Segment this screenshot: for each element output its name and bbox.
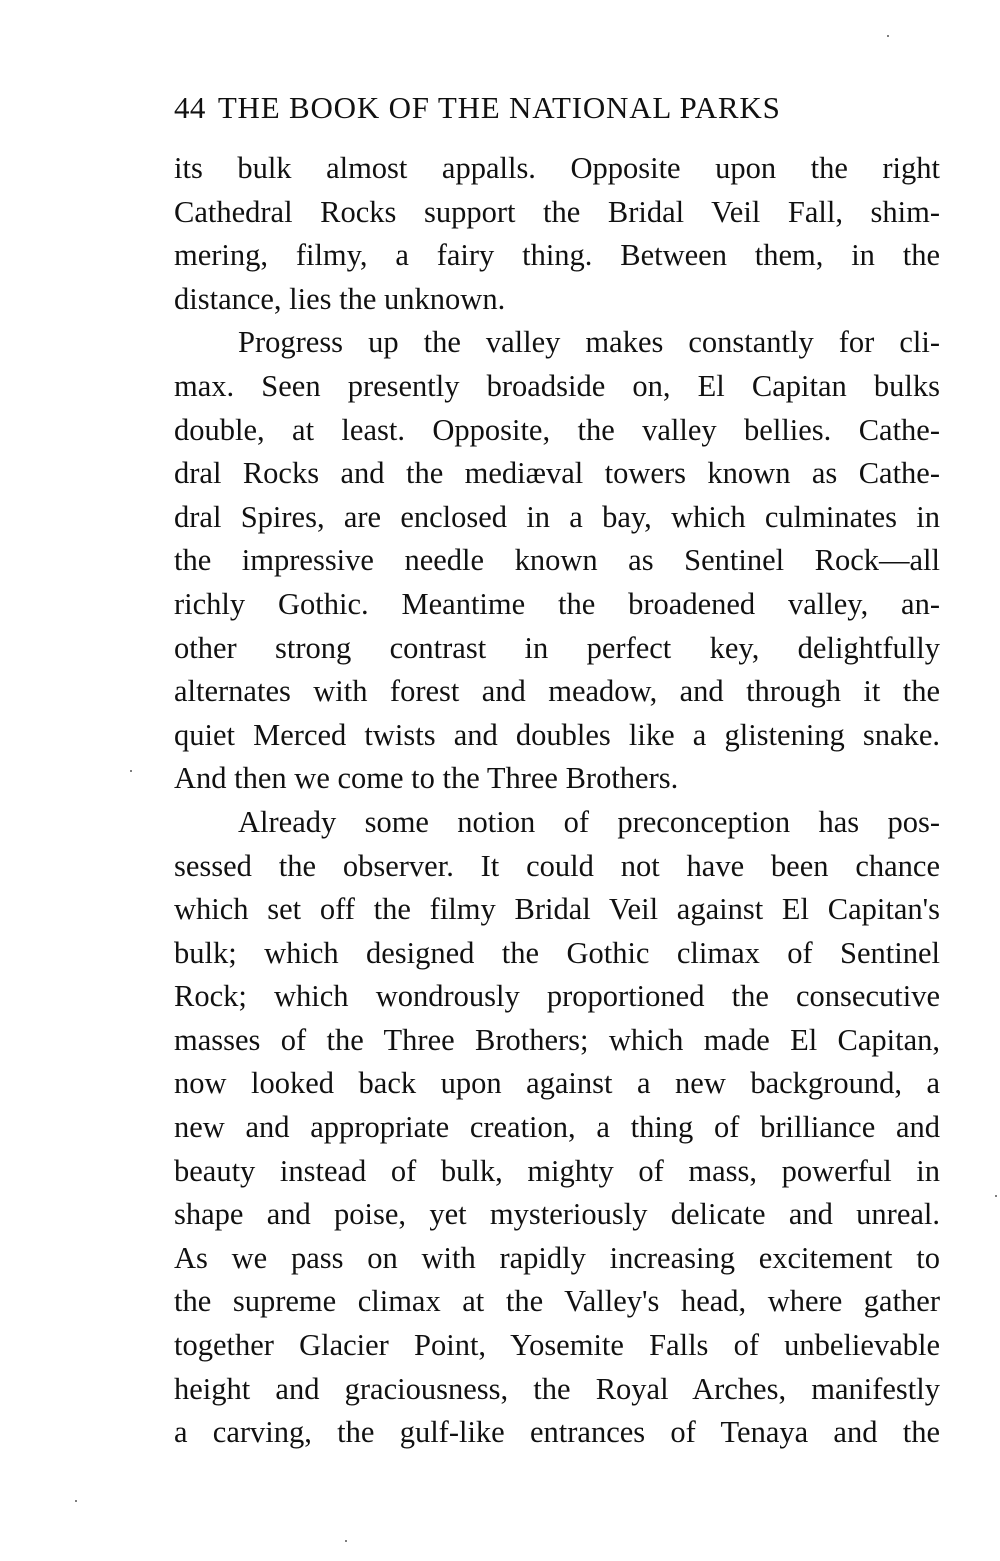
scan-speck: [995, 1195, 997, 1197]
text-line: Progress up the valley makes constantly for cli-: [238, 325, 940, 360]
book-title: THE BOOK OF THE NATIONAL PARKS: [217, 90, 781, 125]
text-line: Cathedral Rocks support the Bridal Veil Fall, shim-: [174, 194, 940, 229]
text-line: bulk; which designed the Gothic climax of Sentinel: [174, 935, 940, 970]
text-line: height and graciousness, the Royal Arches, manifestly: [174, 1371, 940, 1406]
paragraph-3: [174, 801, 940, 1455]
text-line: masses of the Three Brothers; which made El Capitan,: [174, 1022, 940, 1057]
text-line: double, at least. Opposite, the valley bellies. Cathe-: [174, 412, 940, 447]
text-line: And then we come to the Three Brothers.: [174, 761, 679, 796]
text-line: sessed the observer. It could not have been chance: [174, 848, 940, 883]
text-line: now looked back upon against a new background, a: [174, 1066, 940, 1101]
text-line: Rock; which wondrously proportioned the consecutive: [174, 979, 940, 1014]
text-line: max. Seen presently broadside on, El Capitan bulks: [174, 368, 940, 403]
text-line: alternates with forest and meadow, and through it the: [174, 674, 940, 709]
text-line: distance, lies the unknown.: [174, 281, 506, 316]
text-line: the impressive needle known as Sentinel Rock—all: [174, 543, 940, 578]
text-line: the supreme climax at the Valley's head, where gather: [174, 1284, 940, 1319]
text-line: beauty instead of bulk, mighty of mass, powerful in: [174, 1153, 940, 1188]
text-line: richly Gothic. Meantime the broadened valley, an-: [174, 586, 940, 621]
body-text: [174, 147, 940, 1455]
text-line: its bulk almost appalls. Opposite upon the right: [174, 151, 940, 185]
text-line: mering, filmy, a fairy thing. Between them, in the: [174, 238, 940, 273]
text-line: dral Spires, are enclosed in a bay, which culminates in: [174, 499, 940, 534]
text-line: together Glacier Point, Yosemite Falls of unbelievable: [174, 1328, 940, 1363]
text-line: dral Rocks and the mediæval towers known as Cathe-: [174, 456, 940, 491]
paragraph-1: [174, 147, 940, 321]
running-head: [174, 86, 940, 130]
text-line: new and appropriate creation, a thing of brilliance and: [174, 1110, 940, 1145]
text-line: which set off the filmy Bridal Veil against El Capitan's: [174, 892, 940, 927]
paragraph-2: [174, 321, 940, 801]
scan-speck: [345, 1540, 347, 1542]
text-line: a carving, the gulf-like entrances of Tenaya and the: [174, 1415, 940, 1450]
text-line: quiet Merced twists and doubles like a glistening snake.: [174, 717, 940, 752]
scan-speck: [75, 1500, 77, 1502]
page-number: 44: [174, 90, 206, 125]
text-line: Already some notion of preconception has pos-: [238, 804, 940, 839]
text-line: other strong contrast in perfect key, delightfully: [174, 630, 940, 665]
scan-speck: [130, 770, 132, 772]
text-line: shape and poise, yet mysteriously delicate and unreal.: [174, 1197, 940, 1232]
text-line: As we pass on with rapidly increasing excitement to: [174, 1240, 940, 1275]
scan-speck: [887, 35, 889, 37]
